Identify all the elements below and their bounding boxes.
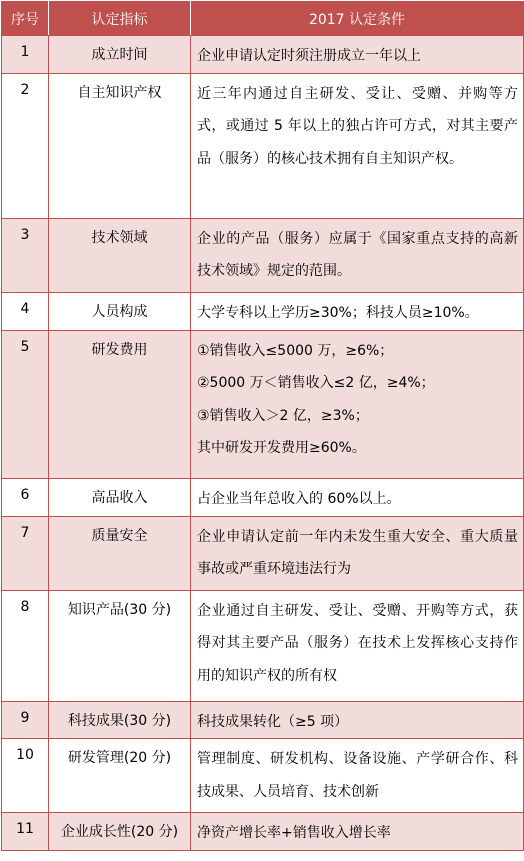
row-condition: 占企业当年总收入的 60%以上。 <box>191 478 524 516</box>
row-number: 8 <box>2 590 49 701</box>
table-row <box>2 36 524 74</box>
row-condition: 近三年内通过自主研发、受让、受赠、并购等方式，或通过 5 年以上的独占许可方式，对其主要产品（服务）的核心技术拥有自主知识产权。 <box>191 73 524 218</box>
row-condition: 科技成果转化（≥5 项） <box>191 701 524 739</box>
row-indicator: 技术领域 <box>49 218 191 292</box>
row-indicator: 高品收入 <box>49 478 191 516</box>
condition-line: ①销售收入≤5000 万，≥6%； <box>197 342 394 359</box>
row-condition <box>191 330 524 478</box>
row-condition: 企业申请认定前一年内未发生重大安全、重大质量事故或严重环境违法行为 <box>191 516 524 590</box>
row-indicator: 研发管理(20 分) <box>49 739 191 813</box>
row-number: 3 <box>2 218 49 292</box>
condition-line: 其中研发开发费用≥60%。 <box>197 440 366 456</box>
header-indicator: 认定指标 <box>49 2 191 36</box>
row-condition: 企业通过自主研发、受让、受赠、开购等方式，获得对其主要产品（服务）在技术上发挥核心支持作用的知识产权的所有权 <box>191 590 524 701</box>
row-condition: 大学专科以上学历≥30%；科技人员≥10%。 <box>191 292 524 330</box>
table-row <box>2 73 524 218</box>
row-condition: 企业申请认定时须注册成立一年以上 <box>191 36 524 74</box>
row-number: 10 <box>2 739 49 813</box>
row-indicator: 企业成长性(20 分) <box>49 813 191 851</box>
row-condition: 企业的产品（服务）应属于《国家重点支持的高新技术领域》规定的范围。 <box>191 218 524 292</box>
header-row <box>2 2 524 36</box>
table-row <box>2 516 524 590</box>
row-number: 6 <box>2 478 49 516</box>
row-number: 11 <box>2 813 49 851</box>
table-row <box>2 292 524 330</box>
row-indicator: 成立时间 <box>49 36 191 74</box>
row-number: 9 <box>2 701 49 739</box>
certification-table <box>1 1 524 851</box>
row-indicator: 人员构成 <box>49 292 191 330</box>
row-condition: 管理制度、研发机构、设备设施、产学研合作、科技成果、人员培育、技术创新 <box>191 739 524 813</box>
table-row <box>2 701 524 739</box>
table-row <box>2 218 524 292</box>
row-indicator: 科技成果(30 分) <box>49 701 191 739</box>
table-row <box>2 739 524 813</box>
header-serial: 序号 <box>2 2 49 36</box>
row-number: 4 <box>2 292 49 330</box>
row-indicator: 研发费用 <box>49 330 191 478</box>
table-row <box>2 813 524 851</box>
table-row <box>2 590 524 701</box>
row-number: 2 <box>2 73 49 218</box>
table-row <box>2 330 524 478</box>
row-indicator: 知识产品(30 分) <box>49 590 191 701</box>
condition-line: ②5000 万＜销售收入≤2 亿，≥4%； <box>197 375 435 391</box>
header-condition: 2017 认定条件 <box>191 2 524 36</box>
row-condition: 净资产增长率+销售收入增长率 <box>191 813 524 851</box>
row-number: 5 <box>2 330 49 478</box>
row-number: 7 <box>2 516 49 590</box>
row-indicator: 质量安全 <box>49 516 191 590</box>
row-number: 1 <box>2 36 49 74</box>
table-row <box>2 478 524 516</box>
row-indicator: 自主知识产权 <box>49 73 191 218</box>
condition-line: ③销售收入＞2 亿，≥3%； <box>197 407 369 424</box>
